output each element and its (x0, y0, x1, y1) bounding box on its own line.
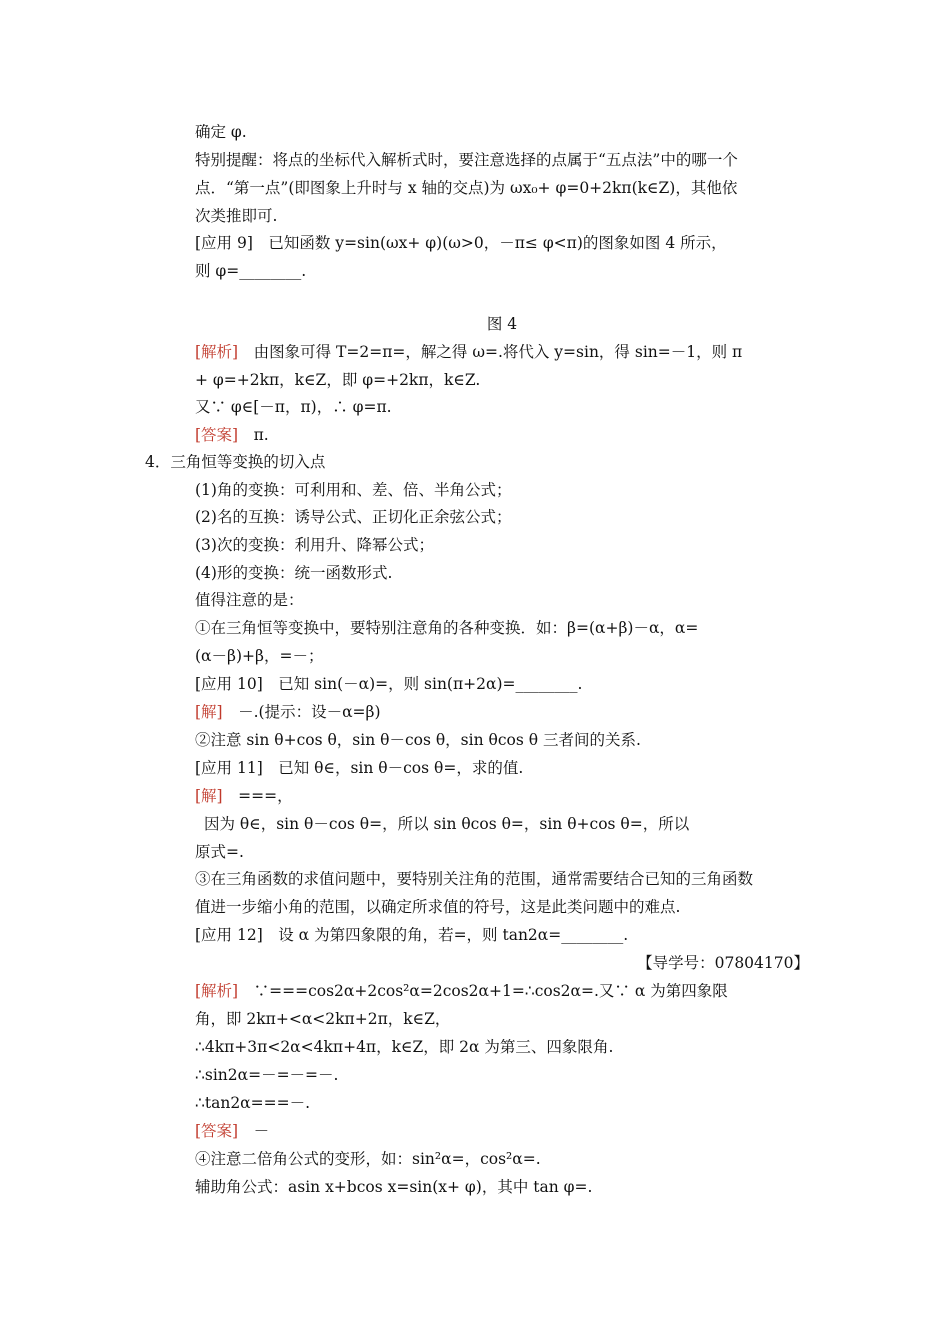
list-item: (1)角的变换：可利用和、差、倍、半角公式； (195, 481, 512, 499)
paragraph-line: 特别提醒：将点的坐标代入解析式时，要注意选择的点属于“五点法”中的哪一个 (195, 151, 738, 169)
solution-text: ===， (222, 787, 293, 805)
figure-caption: 图 4 (486, 315, 518, 333)
problem-line: [应用 12] 设 α 为第四象限的角，若=，则 tan2α=________. (195, 926, 629, 944)
solution-label: [解] (195, 787, 223, 805)
answer-label: [答案] (195, 426, 239, 444)
list-item: (4)形的变换：统一函数形式. (195, 564, 393, 582)
answer-text: π. (238, 426, 269, 444)
guide-number: 【导学号：07804170】 (637, 954, 809, 972)
solution-line: 角，即 2kπ+<α<2kπ+2π，k∈Z， (195, 1010, 451, 1028)
solution-line (195, 342, 742, 364)
solution-line: ∴sin2α=－=－=－. (195, 1066, 339, 1084)
problem-line: 则 φ=________. (195, 262, 307, 280)
solution-line (195, 981, 728, 1003)
solution-text: 由图象可得 T=2=π=，解之得 ω=.将代入 y=sin，得 sin=－1，则 π (238, 343, 743, 361)
solution-text: ∵===cos2α+2cos²α=2cos2α+1=∴cos2α=.又∵ α 为第四象限 (238, 982, 728, 1000)
solution-line: + φ=+2kπ，k∈Z，即 φ=+2kπ，k∈Z. (195, 371, 481, 389)
paragraph-line: 值得注意的是： (195, 591, 304, 609)
answer-line (195, 1121, 269, 1143)
solution-label: [解析] (195, 343, 239, 361)
solution-line: ∴4kπ+3π<2α<4kπ+4π，k∈Z，即 2α 为第三、四象限角. (195, 1038, 614, 1056)
list-item: (2)名的互换：诱导公式、正切化正余弦公式； (195, 508, 512, 526)
list-item: (3)次的变换：利用升、降幂公式； (195, 536, 434, 554)
solution-label: [解析] (195, 982, 239, 1000)
paragraph-line: 次类推即可. (195, 207, 278, 225)
paragraph-line: ③在三角函数的求值问题中，要特别关注角的范围，通常需要结合已知的三角函数 (195, 870, 754, 888)
paragraph-line: 值进一步缩小角的范围，以确定所求值的符号，这是此类问题中的难点. (195, 898, 681, 916)
paragraph-line: ①在三角恒等变换中，要特别注意角的各种变换．如：β=(α+β)－α，α= (195, 619, 699, 637)
problem-line: [应用 10] 已知 sin(－α)=，则 sin(π+2α)=________. (195, 675, 583, 693)
solution-text: －.(提示：设－α=β) (222, 703, 381, 721)
solution-line: 又∵ φ∈[－π，π)，∴ φ=π. (195, 398, 392, 416)
solution-line (195, 702, 381, 724)
paragraph-line: 确定 φ. (195, 123, 247, 141)
solution-line: ∴tan2α===－. (195, 1094, 311, 1112)
paragraph-line: ②注意 sin θ+cos θ，sin θ－cos θ，sin θcos θ 三者间的关系. (195, 731, 641, 749)
answer-text: － (238, 1122, 270, 1140)
solution-line: 原式=. (195, 843, 244, 861)
problem-line: [应用 11] 已知 θ∈，sin θ－cos θ=，求的值. (195, 759, 524, 777)
solution-label: [解] (195, 703, 223, 721)
paragraph-line: 辅助角公式：asin x+bcos x=sin(x+ φ)，其中 tan φ=. (195, 1178, 593, 1196)
solution-line: 因为 θ∈，sin θ－cos θ=，所以 sin θcos θ=，sin θ+cos θ=，所以 (204, 815, 690, 833)
problem-line: [应用 9] 已知函数 y=sin(ωx+ φ)(ω>0，－π≤ φ<π)的图象如图 4 所示， (195, 234, 727, 252)
section-heading: 4．三角恒等变换的切入点 (145, 453, 326, 471)
paragraph-line: 点．“第一点”(即图象上升时与 x 轴的交点)为 ωx₀+ φ=0+2kπ(k∈Z)，其他依 (195, 179, 738, 197)
paragraph-line: (α－β)+β，=－； (195, 647, 324, 665)
solution-line (195, 786, 293, 808)
paragraph-line: ④注意二倍角公式的变形，如：sin²α=，cos²α=. (195, 1150, 541, 1168)
answer-line (195, 425, 269, 447)
answer-label: [答案] (195, 1122, 239, 1140)
